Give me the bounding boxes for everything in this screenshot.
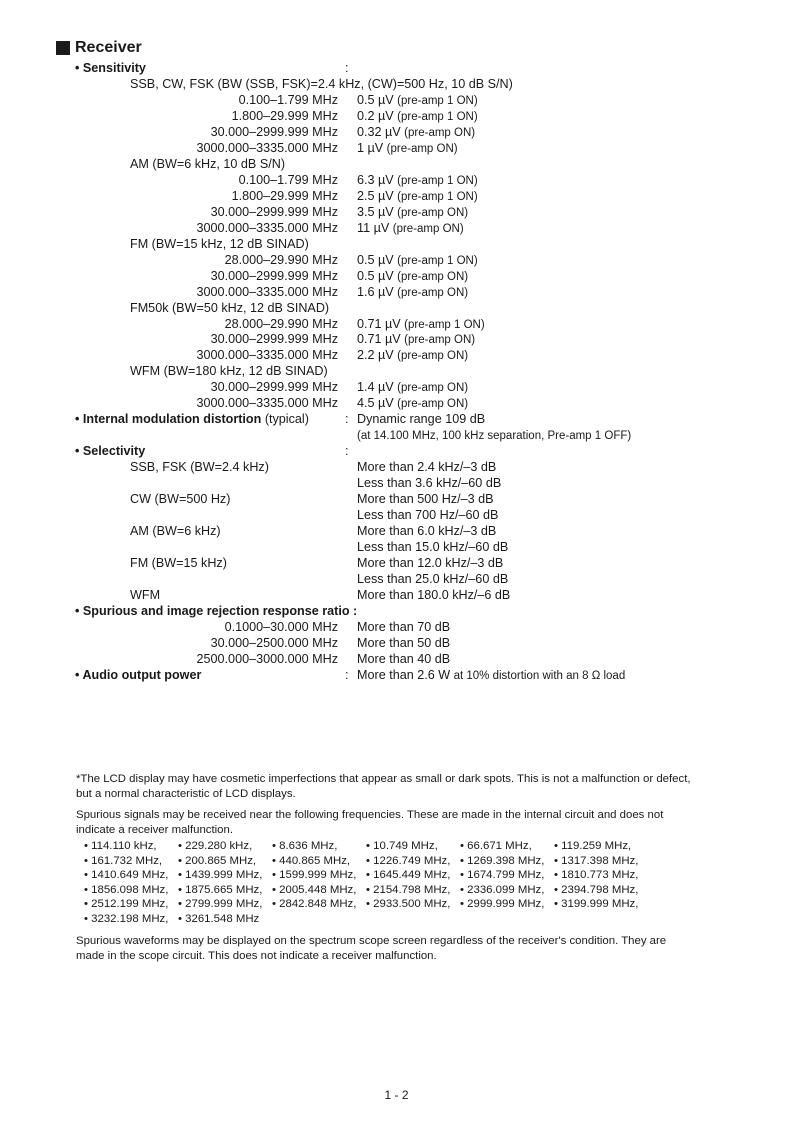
freq-value: 1 µV (pre-amp ON) [357,140,458,155]
freq-row [0,189,793,205]
spurious-frequency: • 3261.548 MHz [178,912,260,925]
spurious-frequency: • 1875.665 MHz, [178,883,263,896]
sel-value: More than 180.0 kHz/–6 dB [357,587,511,602]
spurious-frequency: • 3232.198 MHz, [84,912,169,925]
spec-label-audio: • Audio output power [75,667,202,682]
spurious-frequency: • 2799.999 MHz, [178,898,263,911]
mode-header-wfm: WFM (BW=180 kHz, 12 dB SINAD) [130,364,328,379]
sel-row [0,524,793,540]
freq-value: 3.5 µV (pre-amp ON) [357,204,469,219]
freq-range: 3000.000–3335.000 MHz [196,284,338,299]
freq-range: 30.000–2500.000 MHz [210,635,338,650]
spurious-frequency: • 1645.449 MHz, [366,869,451,882]
spec-label-imd: • Internal modulation distortion (typical) [75,412,309,427]
mode-header-ssb: SSB, CW, FSK (BW (SSB, FSK)=2.4 kHz, (CW)=500 Hz, 10 dB S/N) [130,76,513,91]
section-marker [56,41,70,55]
spec-row-spurious [0,604,793,620]
freq-range: 0.1000–30.000 MHz [224,619,338,634]
spurious-frequency: • 1856.098 MHz, [84,883,169,896]
freq-range: 28.000–29.990 MHz [224,252,338,267]
freq-value: 2.2 µV (pre-amp ON) [357,348,469,363]
sel-value: More than 2.4 kHz/–3 dB [357,460,497,475]
freq-row [0,269,793,285]
spurious-intro: Spurious signals may be received near the following frequencies. These are made in the internal circuit and does not indicate a receiver malfunction. [76,809,664,836]
freq-row [0,652,793,668]
scope-note: Spurious waveforms may be displayed on the spectrum scope screen regardless of the receiver's condition. They are made in the scope circuit. This does not indicate a receiver malfunction. [76,934,667,962]
spec-list [0,61,793,684]
sel-value: Less than 3.6 kHz/–60 dB [357,476,502,491]
mode-header [0,157,793,173]
spec-row-audio [0,668,793,684]
spurious-frequency: • 1317.398 MHz, [554,854,639,867]
freq-row [0,141,793,157]
spurious-frequency: • 2394.798 MHz, [554,883,639,896]
mode-header-am: AM (BW=6 kHz, 10 dB S/N) [130,156,286,171]
freq-range: 30.000–2999.999 MHz [210,124,338,139]
freq-value: 0.32 µV (pre-amp ON) [357,124,476,139]
sel-value: More than 12.0 kHz/–3 dB [357,556,504,571]
spurious-frequency: • 2999.999 MHz, [460,898,545,911]
sel-row [0,588,793,604]
freq-range: 1.800–29.999 MHz [231,108,338,123]
mode-header [0,77,793,93]
spurious-frequency: • 66.671 MHz, [460,840,532,852]
freq-range: 30.000–2999.999 MHz [210,204,338,219]
spurious-frequency: • 1810.773 MHz, [554,869,639,882]
spurious-frequency: • 2933.500 MHz, [366,898,451,911]
freq-range: 1.800–29.999 MHz [231,188,338,203]
sel-row [0,556,793,572]
sel-value: Less than 15.0 kHz/–60 dB [357,540,509,555]
mode-header [0,237,793,253]
spec-row-imd [0,412,793,428]
spurious-frequency: • 2512.199 MHz, [84,898,169,911]
freq-row [0,93,793,109]
freq-value: More than 70 dB [357,619,451,634]
spurious-frequency-list [84,839,696,927]
freq-row [0,253,793,269]
page-number: 1 - 2 [384,1088,409,1102]
mode-header-fm: FM (BW=15 kHz, 12 dB SINAD) [130,236,309,251]
section-title: Receiver [75,39,142,56]
freq-row [0,205,793,221]
spurious-frequency: • 1269.398 MHz, [460,854,545,867]
section-heading [56,38,142,58]
spec-row-sensitivity [0,61,793,77]
freq-range: 30.000–2999.999 MHz [210,268,338,283]
sel-row [0,476,793,492]
freq-range: 2500.000–3000.000 MHz [196,651,338,666]
freq-row [0,285,793,301]
spurious-frequency: • 161.732 MHz, [84,854,163,867]
spec-label-selectivity: • Selectivity [75,444,146,459]
freq-range: 3000.000–3335.000 MHz [196,140,338,155]
mode-header [0,301,793,317]
spurious-frequency: • 1410.649 MHz, [84,869,169,882]
mode-header-fm50k: FM50k (BW=50 kHz, 12 dB SINAD) [130,300,330,315]
freq-row [0,636,793,652]
freq-range: 0.100–1.799 MHz [238,172,338,187]
imd-value: Dynamic range 109 dB [357,412,486,427]
freq-range: 30.000–2999.999 MHz [210,332,338,347]
freq-value: 0.71 µV (pre-amp 1 ON) [357,316,485,331]
spurious-frequency: • 1226.749 MHz, [366,854,451,867]
sel-row [0,492,793,508]
freq-row [0,109,793,125]
sel-value: More than 500 Hz/–3 dB [357,492,494,507]
freq-value: 1.6 µV (pre-amp ON) [357,284,469,299]
freq-value: More than 40 dB [357,651,451,666]
freq-row [0,348,793,364]
sel-value: More than 6.0 kHz/–3 dB [357,524,497,539]
spurious-frequency: • 2336.099 MHz, [460,883,545,896]
spurious-frequency: • 200.865 MHz, [178,854,257,867]
freq-range: 0.100–1.799 MHz [238,92,338,107]
spurious-frequency: • 1674.799 MHz, [460,869,545,882]
freq-row [0,173,793,189]
sel-mode: AM (BW=6 kHz) [130,524,221,539]
freq-value: 6.3 µV (pre-amp 1 ON) [357,172,478,187]
spurious-frequency: • 440.865 MHz, [272,854,351,867]
spurious-frequency: • 2154.798 MHz, [366,883,451,896]
freq-value: 1.4 µV (pre-amp ON) [357,380,469,395]
freq-value: 2.5 µV (pre-amp 1 ON) [357,188,478,203]
spec-label-spurious: • Spurious and image rejection response ratio : [75,603,358,618]
spurious-frequency: • 229.280 kHz, [178,840,253,852]
freq-value: 0.71 µV (pre-amp ON) [357,332,476,347]
footer-notes [76,772,696,970]
imd-note-row [0,428,793,444]
spurious-frequency: • 8.636 MHz, [272,840,338,852]
sel-mode: SSB, FSK (BW=2.4 kHz) [130,460,269,475]
lcd-note: *The LCD display may have cosmetic imperfections that appear as small or dark spots. This is not a malfunction or defect, but a normal characteristic of LCD displays. [76,773,691,800]
spurious-frequency: • 119.259 MHz, [554,840,632,852]
spurious-frequency: • 2842.848 MHz, [272,898,357,911]
freq-range: 3000.000–3335.000 MHz [196,220,338,235]
freq-row [0,380,793,396]
mode-header [0,364,793,380]
sel-mode: CW (BW=500 Hz) [130,492,231,507]
sel-value: Less than 700 Hz/–60 dB [357,508,499,523]
freq-range: 28.000–29.990 MHz [224,316,338,331]
freq-row [0,221,793,237]
freq-value: More than 50 dB [357,635,451,650]
freq-value: 0.5 µV (pre-amp 1 ON) [357,92,478,107]
spurious-frequency: • 1599.999 MHz, [272,869,357,882]
spurious-frequency: • 2005.448 MHz, [272,883,357,896]
imd-note: (at 14.100 MHz, 100 kHz separation, Pre-amp 1 OFF) [357,430,632,443]
spec-colon: : [345,667,349,682]
sel-row [0,508,793,524]
freq-range: 30.000–2999.999 MHz [210,380,338,395]
freq-row [0,620,793,636]
freq-range: 3000.000–3335.000 MHz [196,348,338,363]
spec-row-selectivity [0,444,793,460]
freq-value: 0.5 µV (pre-amp ON) [357,268,469,283]
freq-row [0,332,793,348]
sel-row [0,460,793,476]
spec-colon: : [345,444,349,459]
sel-value: Less than 25.0 kHz/–60 dB [357,572,509,586]
sel-mode: WFM [130,587,161,602]
spec-colon: : [345,61,349,75]
spurious-frequency: • 3199.999 MHz, [554,898,639,911]
spurious-frequency: • 1439.999 MHz, [178,869,263,882]
freq-row [0,125,793,141]
freq-value: 0.2 µV (pre-amp 1 ON) [357,108,478,123]
freq-value: 0.5 µV (pre-amp 1 ON) [357,252,478,267]
sel-mode: FM (BW=15 kHz) [130,556,227,571]
freq-value: 4.5 µV (pre-amp ON) [357,396,469,411]
spec-colon: : [345,412,349,427]
freq-range: 3000.000–3335.000 MHz [196,396,338,411]
freq-value: 11 µV (pre-amp ON) [357,220,464,235]
sel-row [0,540,793,556]
audio-value: More than 2.6 W at 10% distortion with an 8 Ω load [357,667,626,682]
spurious-frequency: • 114.110 kHz, [84,840,157,852]
spurious-frequency: • 10.749 MHz, [366,840,438,852]
spec-label-sensitivity: • Sensitivity [75,61,146,75]
freq-row [0,317,793,333]
sel-row [0,572,793,588]
freq-row [0,396,793,412]
